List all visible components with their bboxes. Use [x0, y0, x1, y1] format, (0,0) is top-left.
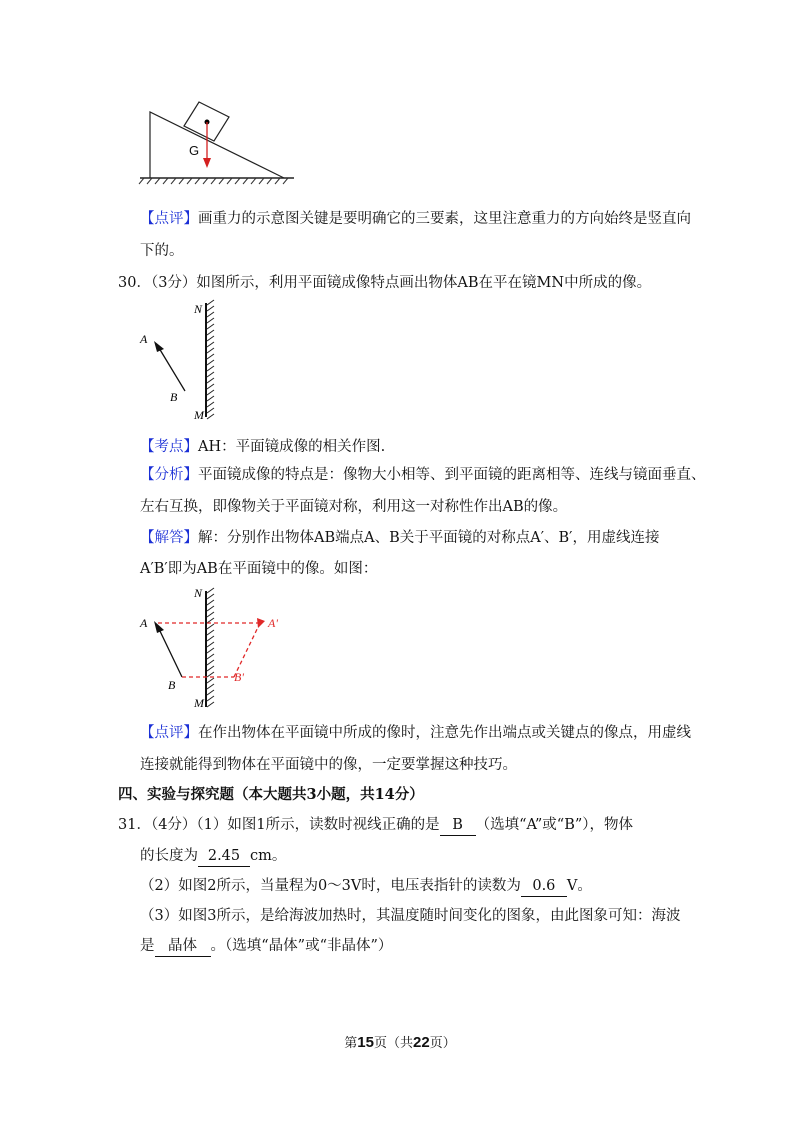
point-label-a: A [140, 332, 148, 346]
footer-post: 页） [429, 1036, 456, 1051]
q31-answer-2: 2.45 [198, 846, 250, 867]
mirror-label-m: M [194, 408, 204, 421]
q31-length-post: cm。 [250, 848, 287, 864]
question-31-line5 [140, 936, 392, 957]
fenxi-tag: 【分析】 [140, 467, 198, 483]
question-31-line2 [140, 846, 286, 867]
point2-label-b: B [168, 678, 176, 692]
fenxi-line1 [140, 465, 706, 485]
footer-page-number: 15 [357, 1034, 374, 1051]
footer-mid: 页（共 [373, 1036, 413, 1051]
dianping-text: 在作出物体在平面镜中所成的像时，注意先作出端点或关键点的像点，用虚线 [198, 725, 691, 741]
footer-total-pages: 22 [413, 1034, 430, 1051]
mirror-figure-question [136, 297, 236, 421]
mirror-label-n: N [194, 302, 203, 316]
mirror2-label-n: N [194, 586, 203, 600]
jieda-line1 [140, 528, 659, 548]
question-30-stem: 30．（3分）如图所示，利用平面镜成像特点画出物体AB在平在镜MN中所成的像。 [118, 275, 652, 291]
kaodian-text: AH：平面镜成像的相关作图. [198, 439, 386, 455]
fenxi-line2: 左右互换，即像物关于平面镜对称，利用这一对称性作出AB的像。 [140, 499, 568, 515]
mirror-figure-answer [136, 583, 286, 711]
q31-crystal-pre: 是 [140, 938, 155, 954]
image-label-a-prime: A' [268, 616, 278, 630]
q31-answer-1: B [440, 815, 476, 836]
kaodian-line [140, 437, 385, 457]
fenxi-text: 平面镜成像的特点是：像物大小相等、到平面镜的距离相等、连线与镜面垂直、 [198, 467, 706, 483]
dianping-line1 [140, 723, 691, 743]
question-31-line3 [140, 876, 592, 897]
q31-answer-4: 晶体 [155, 936, 211, 957]
q31-volt-pre: （2）如图2所示，当量程为0～3V时，电压表指针的读数为 [140, 878, 521, 894]
point2-label-a: A [140, 616, 148, 630]
comment-q29-line2: 下的。 [140, 243, 184, 259]
question-31-line4: （3）如图3所示，是给海波加热时，其温度随时间变化的图象，由此图象可知：海波 [140, 908, 681, 924]
gravity-label: G [189, 143, 200, 158]
incline-gravity-figure [136, 96, 298, 186]
dianping-tag: 【点评】 [140, 725, 198, 741]
jieda-text: 解：分别作出物体AB端点A、B关于平面镜的对称点A′、B′，用虚线连接 [198, 530, 660, 546]
jieda-tag: 【解答】 [140, 530, 198, 546]
mirror2-label-m: M [194, 696, 204, 710]
question-31-line1 [118, 815, 633, 836]
page-footer [0, 1032, 800, 1051]
comment-q29-line1 [140, 209, 691, 229]
comment-text: 画重力的示意图关键是要明确它的三要素，这里注意重力的方向始终是竖直向 [198, 211, 691, 227]
footer-pre: 第 [344, 1036, 358, 1051]
q31-crystal-post: 。（选填“晶体”或“非晶体”） [210, 938, 393, 954]
image-label-b-prime: B' [234, 670, 244, 684]
q31-text-post: （选填“A”或“B”），物体 [475, 817, 634, 833]
q31-answer-3: 0.6 [521, 876, 567, 897]
jieda-line2: A′B′即为AB在平面镜中的像。如图： [140, 561, 378, 577]
comment-tag: 【点评】 [140, 211, 198, 227]
kaodian-tag: 【考点】 [140, 439, 198, 455]
q31-text-pre: 31．（4分）（1）如图1所示，读数时视线正确的是 [118, 817, 440, 833]
q31-length-pre: 的长度为 [140, 848, 198, 864]
q31-volt-post: V。 [566, 878, 592, 894]
section-four-title: 四、实验与探究题（本大题共3小题，共14分） [118, 786, 424, 803]
dianping-line2: 连接就能得到物体在平面镜中的像，一定要掌握这种技巧。 [140, 757, 517, 773]
point-label-b: B [170, 390, 178, 404]
